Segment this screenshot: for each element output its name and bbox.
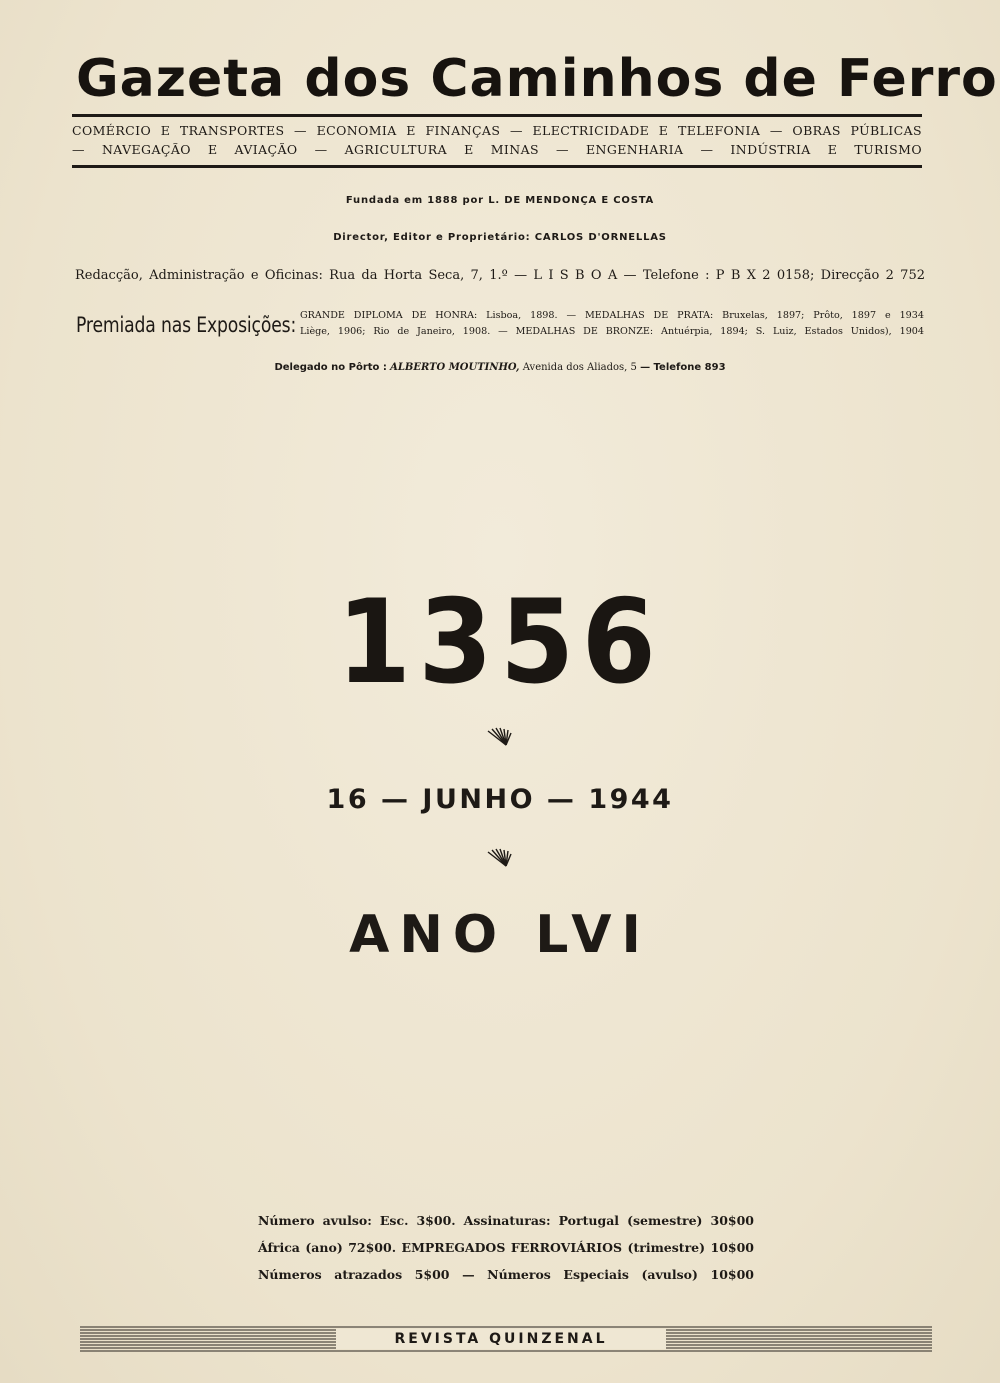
awards-line-1: GRANDE DIPLOMA DE HONRA: Lisboa, 1898. — MEDALHAS DE PRATA: Bruxelas, 1897; Prôto, 1897 e 1934 bbox=[300, 310, 924, 321]
founded-line: Fundada em 1888 por L. DE MENDONÇA E COSTA bbox=[345, 195, 655, 206]
issue-number: 1356 bbox=[336, 575, 664, 710]
price-line-3: Números atrazados 5$00 — Números Especiais (avulso) 10$00 bbox=[258, 1267, 754, 1282]
issue-year: ANO LVI bbox=[349, 905, 651, 965]
porto-delegate-line bbox=[0, 362, 1000, 373]
porto-address: Avenida dos Aliados, 5 bbox=[522, 362, 637, 373]
issue-date: 16 — JUNHO — 1944 bbox=[326, 784, 674, 815]
fan-ornament-icon bbox=[484, 848, 514, 868]
porto-prefix: Delegado no Pôrto : bbox=[274, 362, 387, 373]
fan-ornament-icon bbox=[484, 727, 514, 747]
porto-name: ALBERTO MOUTINHO, bbox=[390, 362, 520, 373]
awards-line-2: Liège, 1906; Rio de Janeiro, 1908. — MEDALHAS DE BRONZE: Antuérpia, 1894; S. Luiz, Estados Unidos), 1904 bbox=[300, 326, 924, 337]
footer-label: REVISTA QUINZENAL bbox=[336, 1329, 666, 1349]
director-line: Director, Editor e Proprietário: CARLOS D'ORNELLAS bbox=[333, 232, 667, 243]
topics-line-2: — NAVEGAÇÃO E AVIAÇÃO — AGRICULTURA E MINAS — ENGENHARIA — INDÚSTRIA E TURISMO bbox=[72, 142, 922, 157]
awards-label: Premiada nas Exposições: bbox=[76, 313, 297, 337]
masthead-title: Gazeta dos Caminhos de Ferro bbox=[76, 49, 998, 109]
topics-line-1: COMÉRCIO E TRANSPORTES — ECONOMIA E FINANÇAS — ELECTRICIDADE E TELEFONIA — OBRAS PÚBLICAS bbox=[72, 123, 922, 138]
price-line-2: África (ano) 72$00. EMPREGADOS FERROVIÁRIOS (trimestre) 10$00 bbox=[258, 1240, 754, 1255]
masthead-rule-bottom bbox=[72, 165, 922, 168]
address-line: Redacção, Administração e Oficinas: Rua da Horta Seca, 7, 1.º — L I S B O A — Telefone : P B X 2 0158; Direcção 2 752 bbox=[75, 268, 925, 283]
porto-phone: — Telefone 893 bbox=[640, 362, 726, 373]
price-line-1: Número avulso: Esc. 3$00. Assinaturas: Portugal (semestre) 30$00 bbox=[258, 1213, 754, 1228]
masthead-rule-top bbox=[72, 114, 922, 117]
